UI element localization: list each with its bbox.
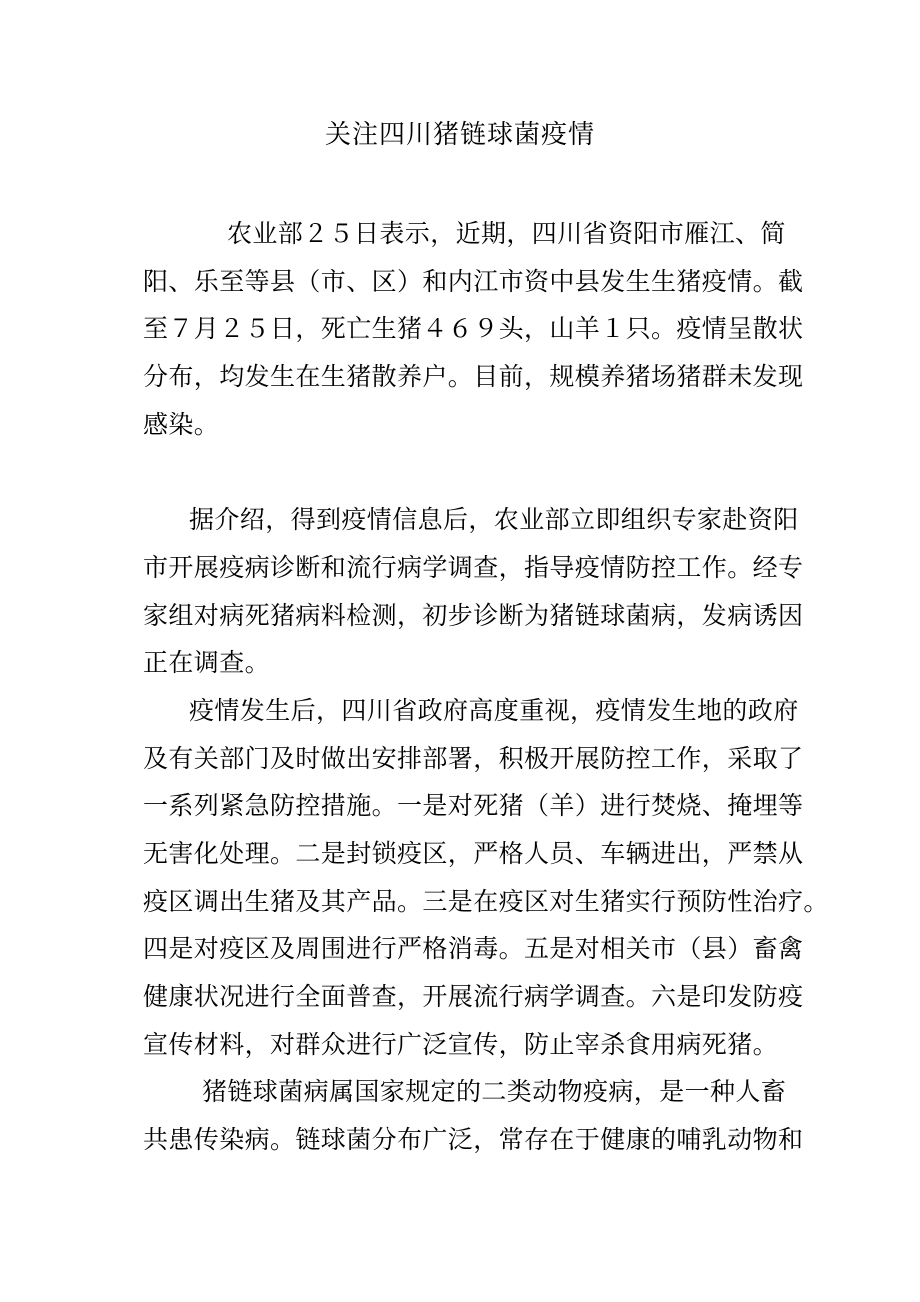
text-line: 共患传染病。链球菌分布广泛，常存在于健康的哺乳动物和 — [143, 1127, 804, 1155]
text-line: 至７月２５日，死亡生猪４６９头，山羊１只。疫情呈散状 — [143, 316, 804, 344]
text-line: 疫情发生后，四川省政府高度重视，疫情发生地的政府 — [189, 697, 799, 725]
text-line: 据介绍，得到疫情信息后，农业部立即组织专家赴资阳 — [189, 507, 799, 535]
text-line: 猪链球菌病属国家规定的二类动物疫病，是一种人畜 — [202, 1079, 787, 1107]
document-title: 关注四川猪链球菌疫情 — [324, 120, 595, 149]
text-line: 阳、乐至等县（市、区）和内江市资中县发生生猪疫情。截 — [143, 268, 804, 296]
paragraph — [143, 1069, 820, 1164]
text-line: 宣传材料，对群众进行广泛宣传，防止宰杀食用病死猪。 — [143, 1031, 779, 1059]
text-line: 一系列紧急防控措施。一是对死猪（羊）进行焚烧、掩埋等 — [143, 793, 804, 821]
paragraph — [143, 211, 820, 449]
text-line: 感染。 — [143, 411, 220, 439]
text-line: 无害化处理。二是封锁疫区，严格人员、车辆进出，严禁从 — [143, 840, 804, 868]
text-line: 分布，均发生在生猪散养户。目前，规模养猪场猪群未发现 — [143, 364, 804, 392]
paragraph-container — [143, 211, 829, 1165]
text-line: 健康状况进行全面普查，开展流行病学调查。六是印发防疫 — [143, 984, 804, 1011]
text-line: 及有关部门及时做出安排部署，积极开展防控工作，采取了 — [143, 745, 804, 773]
document-body — [0, 159, 920, 1165]
text-line: 正在调查。 — [143, 650, 271, 678]
text-line: 农业部２５日表示，近期，四川省资阳市雁江、简 — [227, 221, 786, 248]
paragraph — [143, 497, 820, 688]
text-line: 家组对病死猪病料检测，初步诊断为猪链球菌病，发病诱因 — [143, 602, 804, 630]
text-line: 疫区调出生猪及其产品。三是在疫区对生猪实行预防性治疗。 — [143, 888, 829, 916]
text-line: 四是对疫区及周围进行严格消毒。五是对相关市（县）畜禽 — [143, 936, 804, 964]
paragraph — [143, 688, 829, 1070]
text-line: 市开展疫病诊断和流行病学调查，指导疫情防控工作。经专 — [143, 554, 804, 582]
